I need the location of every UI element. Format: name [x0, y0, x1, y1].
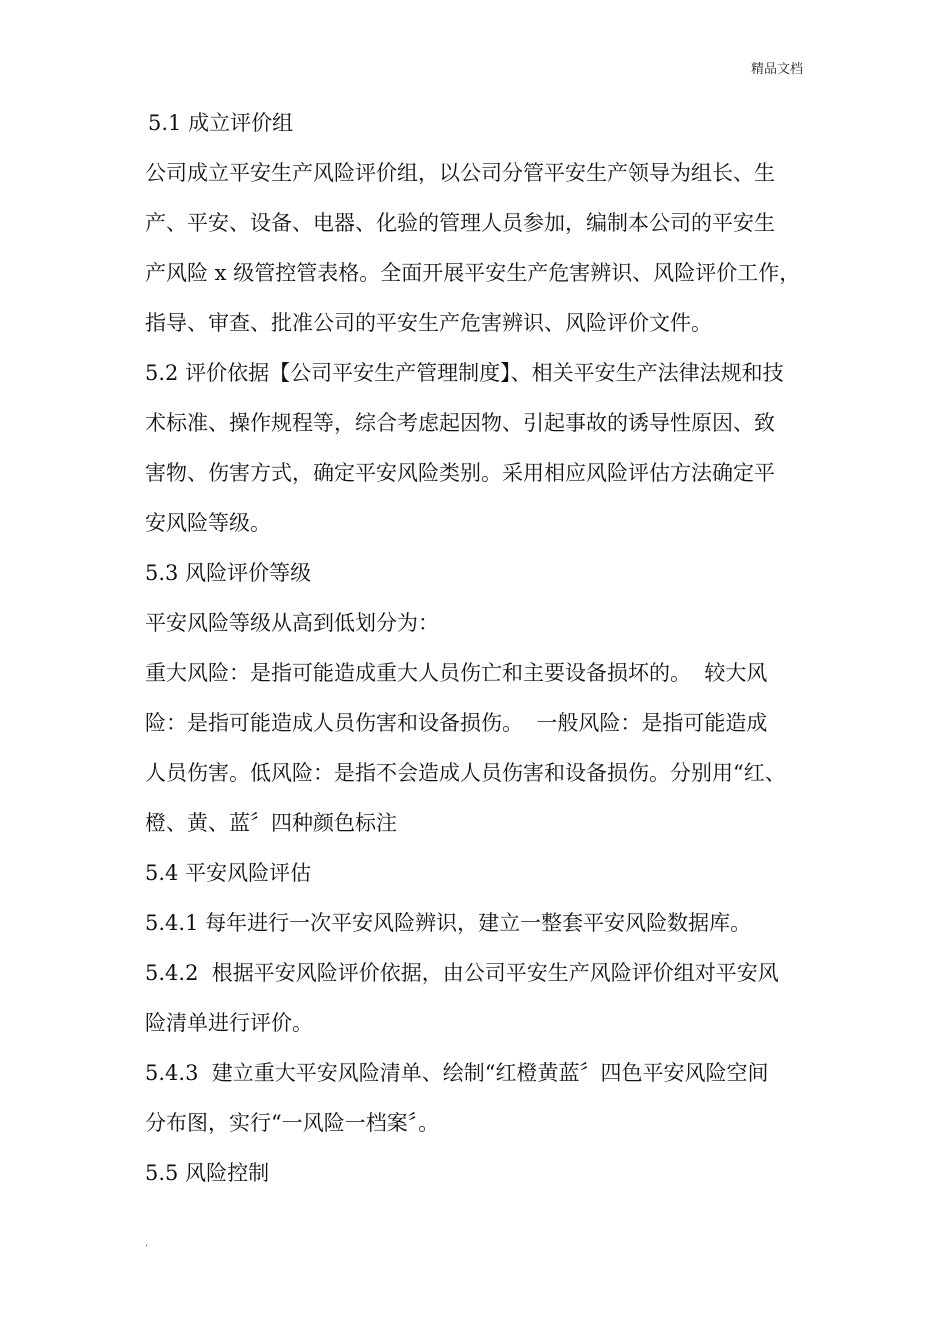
paragraph-line: 指导、审查、批准公司的平安生产危害辨识、风险评价文件。: [145, 311, 712, 335]
paragraph-line: 术标准、操作规程等，综合考虑起因物、引起事故的诱导性原因、致: [145, 411, 775, 435]
paragraph-line: 人员伤害。低风险：是指不会造成人员伤害和设备损伤。分别用“红、: [145, 761, 786, 785]
paragraph-line: 安风险等级。: [145, 511, 271, 535]
paragraph-line: 平安风险等级从高到低划分为：: [145, 611, 439, 635]
section-paragraph-5-4-1: 5.4.1 每年进行一次平安风险辨识，建立一整套平安风险数据库。: [145, 911, 752, 935]
page-header-label: 精品文档: [751, 62, 804, 77]
footer-mark: .: [145, 1238, 149, 1249]
paragraph-line: 害物、伤害方式，确定平安风险类别。采用相应风险评估方法确定平: [145, 461, 775, 485]
paragraph-line: 橙、黄、蓝〞四种颜色标注: [145, 811, 397, 835]
section-paragraph-5-4-2: 5.4.2 根据平安风险评价依据，由公司平安生产风险评价组对平安风: [145, 961, 779, 985]
section-heading-5-1: 5.1 成立评价组: [148, 111, 294, 135]
section-paragraph-5-2: 5.2 评价依据【公司平安生产管理制度】、相关平安生产法律法规和技: [145, 361, 784, 385]
paragraph-line: 产风险 x 级管控管表格。全面开展平安生产危害辨识、风险评价工作，: [145, 261, 801, 285]
section-heading-5-5: 5.5 风险控制: [145, 1161, 270, 1185]
paragraph-line: 产、平安、设备、电器、化验的管理人员参加，编制本公司的平安生: [145, 211, 775, 235]
paragraph-line: 重大风险：是指可能造成重大人员伤亡和主要设备损坏的。 较大风: [145, 661, 768, 685]
paragraph-line: 险清单进行评价。: [145, 1011, 313, 1035]
paragraph-line: 公司成立平安生产风险评价组，以公司分管平安生产领导为组长、生: [145, 161, 775, 185]
section-heading-5-4: 5.4 平安风险评估: [145, 861, 312, 885]
document-body: [145, 98, 825, 1198]
section-paragraph-5-4-3: 5.4.3 建立重大平安风险清单、绘制“红橙黄蓝〞四色平安风险空间: [145, 1061, 769, 1085]
paragraph-line: 险：是指可能造成人员伤害和设备损伤。 一般风险：是指可能造成: [145, 711, 768, 735]
paragraph-line: 分布图，实行“一风险一档案〞。: [145, 1111, 440, 1135]
section-heading-5-3: 5.3 风险评价等级: [145, 561, 312, 585]
